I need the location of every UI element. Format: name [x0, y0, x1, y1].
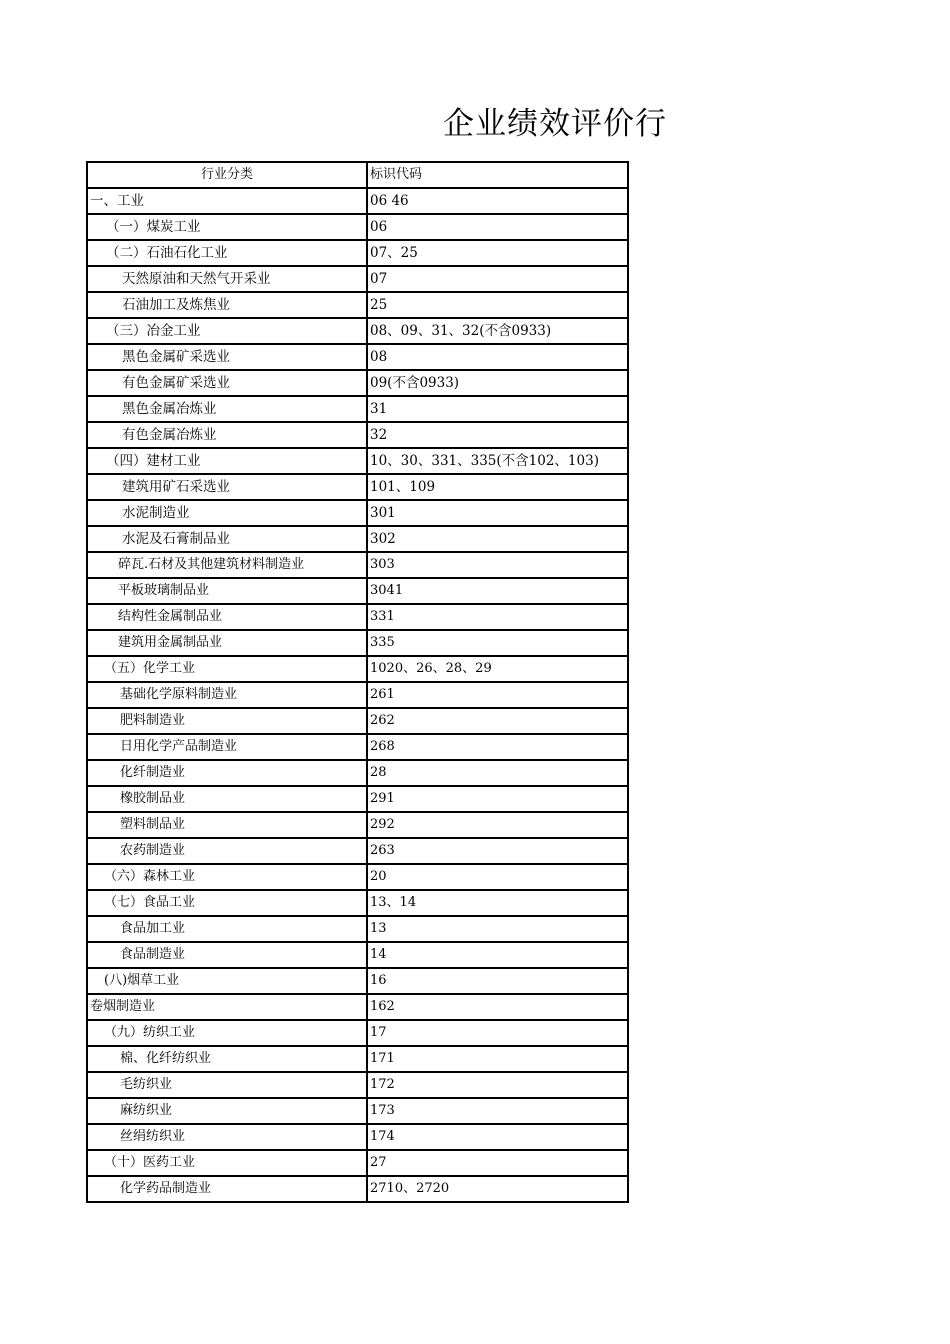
industry-code: 174 [367, 1124, 628, 1150]
table-row [87, 786, 628, 812]
industry-code: 08、09、31、32(不含0933) [367, 318, 628, 344]
table-row [87, 890, 628, 916]
table-row [87, 656, 628, 682]
industry-name: 有色金属冶炼业 [87, 422, 367, 448]
table-row [87, 526, 628, 552]
table-row [87, 760, 628, 786]
industry-code: 162 [367, 994, 628, 1020]
industry-code: 07 [367, 266, 628, 292]
industry-name: 建筑用矿石采选业 [87, 474, 367, 500]
industry-name: 食品加工业 [87, 916, 367, 942]
table-row [87, 604, 628, 630]
industry-name: （二）石油石化工业 [87, 240, 367, 266]
table-row [87, 422, 628, 448]
table-row [87, 1150, 628, 1176]
industry-name: 建筑用金属制品业 [87, 630, 367, 656]
industry-name: 黑色金属冶炼业 [87, 396, 367, 422]
industry-name: 基础化学原料制造业 [87, 682, 367, 708]
table-row [87, 942, 628, 968]
industry-name: 橡胶制品业 [87, 786, 367, 812]
industry-code: 06 [367, 214, 628, 240]
industry-name: （十）医药工业 [87, 1150, 367, 1176]
industry-name: 塑料制品业 [87, 812, 367, 838]
table-header-row [87, 162, 628, 188]
industry-code: 20 [367, 864, 628, 890]
industry-code: 25 [367, 292, 628, 318]
industry-code: 335 [367, 630, 628, 656]
industry-code: 28 [367, 760, 628, 786]
table-row [87, 370, 628, 396]
industry-name: 水泥及石膏制品业 [87, 526, 367, 552]
table-row [87, 734, 628, 760]
table-row [87, 630, 628, 656]
industry-name: 农药制造业 [87, 838, 367, 864]
industry-code: 16 [367, 968, 628, 994]
industry-code: 07、25 [367, 240, 628, 266]
table-row [87, 474, 628, 500]
industry-name: 化纤制造业 [87, 760, 367, 786]
industry-name: 一、工业 [87, 188, 367, 214]
industry-name: 平板玻璃制品业 [87, 578, 367, 604]
industry-name: （七）食品工业 [87, 890, 367, 916]
industry-code: 09(不含0933) [367, 370, 628, 396]
table-row [87, 500, 628, 526]
industry-code: 08 [367, 344, 628, 370]
industry-name: （四）建材工业 [87, 448, 367, 474]
industry-name: 棉、化纤纺织业 [87, 1046, 367, 1072]
industry-code: 261 [367, 682, 628, 708]
table-row [87, 1176, 628, 1202]
table-row [87, 916, 628, 942]
industry-code: 301 [367, 500, 628, 526]
industry-code: 171 [367, 1046, 628, 1072]
table-row [87, 448, 628, 474]
table-row [87, 214, 628, 240]
industry-code: 17 [367, 1020, 628, 1046]
table-row [87, 292, 628, 318]
table-row [87, 318, 628, 344]
table-row [87, 240, 628, 266]
industry-name: 有色金属矿采选业 [87, 370, 367, 396]
industry-code: 303 [367, 552, 628, 578]
industry-name: 食品制造业 [87, 942, 367, 968]
industry-code: 268 [367, 734, 628, 760]
table-row [87, 1020, 628, 1046]
industry-name: 化学药品制造业 [87, 1176, 367, 1202]
table-row [87, 344, 628, 370]
industry-code: 302 [367, 526, 628, 552]
industry-name: 黑色金属矿采选业 [87, 344, 367, 370]
industry-code: 331 [367, 604, 628, 630]
industry-name: （一）煤炭工业 [87, 214, 367, 240]
industry-name: 碎瓦.石材及其他建筑材料制造业 [87, 552, 367, 578]
industry-code: 13 [367, 916, 628, 942]
industry-name: 毛纺织业 [87, 1072, 367, 1098]
industry-code: 32 [367, 422, 628, 448]
industry-name: 麻纺织业 [87, 1098, 367, 1124]
table-row [87, 838, 628, 864]
industry-code: 263 [367, 838, 628, 864]
page-title: 企业绩效评价行 [443, 106, 667, 142]
industry-code: 13、14 [367, 890, 628, 916]
industry-code: 172 [367, 1072, 628, 1098]
industry-code: 173 [367, 1098, 628, 1124]
table-row [87, 396, 628, 422]
industry-name: （三）冶金工业 [87, 318, 367, 344]
table-row [87, 682, 628, 708]
industry-name: （九）纺织工业 [87, 1020, 367, 1046]
table-row [87, 994, 628, 1020]
industry-code: 06 46 [367, 188, 628, 214]
header-identification-code: 标识代码 [367, 162, 628, 188]
industry-name: (八)烟草工业 [87, 968, 367, 994]
industry-code: 3041 [367, 578, 628, 604]
industry-code: 1020、26、28、29 [367, 656, 628, 682]
industry-name: 天然原油和天然气开采业 [87, 266, 367, 292]
industry-name: 水泥制造业 [87, 500, 367, 526]
table-row [87, 864, 628, 890]
industry-code: 291 [367, 786, 628, 812]
industry-name: （五）化学工业 [87, 656, 367, 682]
industry-code: 31 [367, 396, 628, 422]
table-row [87, 708, 628, 734]
table-row [87, 1098, 628, 1124]
table-row [87, 188, 628, 214]
industry-name: 肥料制造业 [87, 708, 367, 734]
industry-name: （六）森林工业 [87, 864, 367, 890]
industry-name: 卷烟制造业 [87, 994, 367, 1020]
industry-code: 262 [367, 708, 628, 734]
table-row [87, 552, 628, 578]
industry-code: 27 [367, 1150, 628, 1176]
industry-code: 101、109 [367, 474, 628, 500]
industry-name: 石油加工及炼焦业 [87, 292, 367, 318]
table-row [87, 1072, 628, 1098]
industry-code-table [86, 161, 629, 1203]
table-row [87, 578, 628, 604]
industry-name: 日用化学产品制造业 [87, 734, 367, 760]
industry-name: 丝绢纺织业 [87, 1124, 367, 1150]
table-row [87, 1046, 628, 1072]
table-row [87, 812, 628, 838]
industry-code: 2710、2720 [367, 1176, 628, 1202]
industry-code: 292 [367, 812, 628, 838]
table-row [87, 1124, 628, 1150]
header-industry-category: 行业分类 [87, 162, 367, 188]
industry-code: 14 [367, 942, 628, 968]
table-row [87, 266, 628, 292]
industry-code: 10、30、331、335(不含102、103) [367, 448, 628, 474]
table-row [87, 968, 628, 994]
industry-name: 结构性金属制品业 [87, 604, 367, 630]
